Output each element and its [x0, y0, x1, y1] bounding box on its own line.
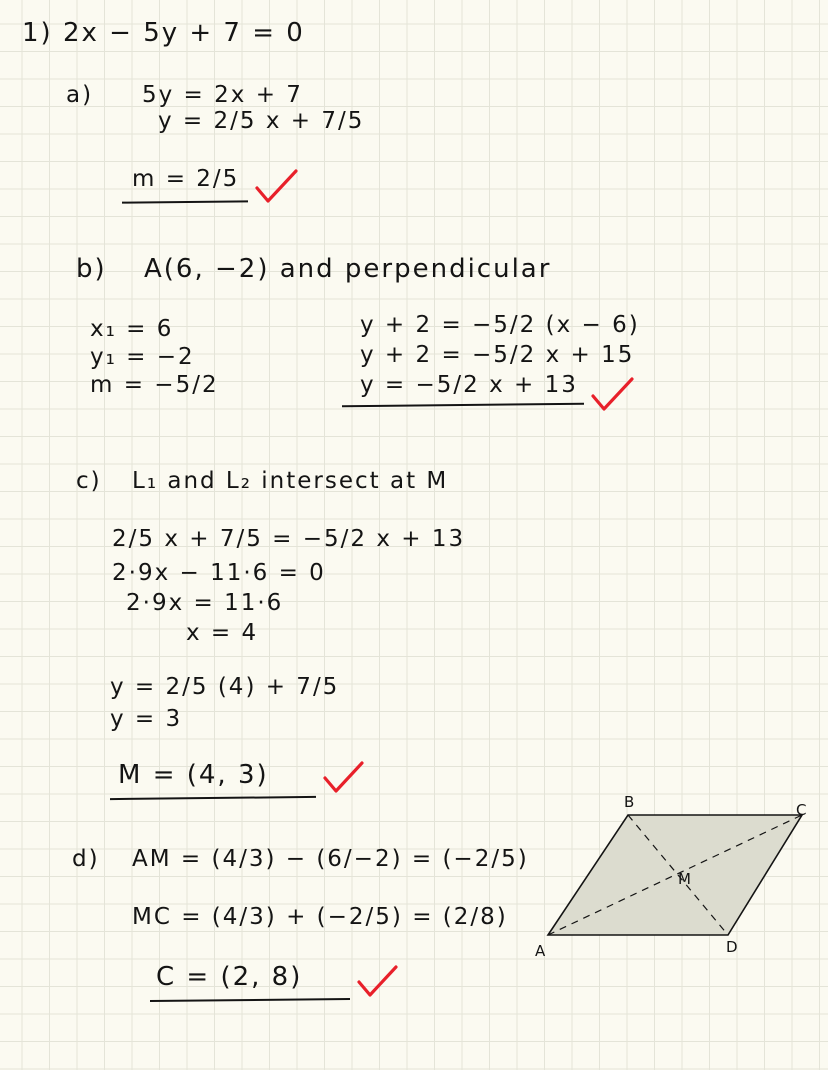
part-c-check-mark — [322, 758, 366, 798]
part-c-y-line-2: y = 3 — [110, 706, 183, 732]
part-b-right-3: y = −5/2 x + 13 — [360, 372, 578, 398]
part-a-line-1: 5y = 2x + 7 — [142, 82, 303, 108]
part-d-line-2: MC = (4/3) + (−2/5) = (2/8) — [132, 904, 508, 930]
part-a-line-2: y = 2/5 x + 7/5 — [158, 108, 365, 134]
vertex-label-a: A — [535, 942, 546, 960]
part-b-left-2: y₁ = −2 — [90, 344, 195, 370]
part-c-line-3: 2·9x = 11·6 — [126, 590, 284, 616]
part-c-header: L₁ and L₂ intersect at M — [132, 468, 449, 494]
part-b-label: b) — [76, 254, 107, 284]
part-d-underline — [150, 998, 350, 1002]
vertex-label-b: B — [624, 793, 635, 811]
part-a-underline — [122, 200, 248, 203]
part-c-line-2: 2·9x − 11·6 = 0 — [112, 560, 326, 586]
part-b-left-1: x₁ = 6 — [90, 316, 174, 342]
part-b-check-mark — [590, 374, 636, 414]
part-d-answer: C = (2, 8) — [156, 962, 303, 992]
part-c-underline — [110, 796, 316, 800]
part-c-y-line-1: y = 2/5 (4) + 7/5 — [110, 674, 340, 700]
part-b-right-2: y + 2 = −5/2 x + 15 — [360, 342, 635, 368]
vertex-label-c: C — [796, 801, 807, 819]
part-b-left-3: m = −5/2 — [90, 372, 219, 398]
question-header: 1) 2x − 5y + 7 = 0 — [22, 18, 305, 48]
vertex-label-d: D — [726, 938, 738, 956]
part-a-label: a) — [66, 82, 94, 108]
part-a-check-mark — [254, 166, 300, 206]
part-d-label: d) — [72, 846, 100, 872]
part-d-check-mark — [356, 962, 400, 1002]
part-d-line-1: AM = (4/3) − (6/−2) = (−2/5) — [132, 846, 529, 872]
part-c-answer: M = (4, 3) — [118, 760, 269, 790]
part-b-underline — [342, 403, 584, 408]
part-c-label: c) — [76, 468, 102, 494]
midpoint-label-m: M — [678, 870, 691, 888]
part-c-line-4: x = 4 — [186, 620, 259, 646]
part-c-line-1: 2/5 x + 7/5 = −5/2 x + 13 — [112, 526, 466, 552]
part-b-right-1: y + 2 = −5/2 (x − 6) — [360, 312, 640, 338]
parallelogram-diagram — [500, 780, 820, 960]
part-a-answer: m = 2/5 — [132, 166, 240, 192]
part-b-header: A(6, −2) and perpendicular — [144, 254, 552, 284]
